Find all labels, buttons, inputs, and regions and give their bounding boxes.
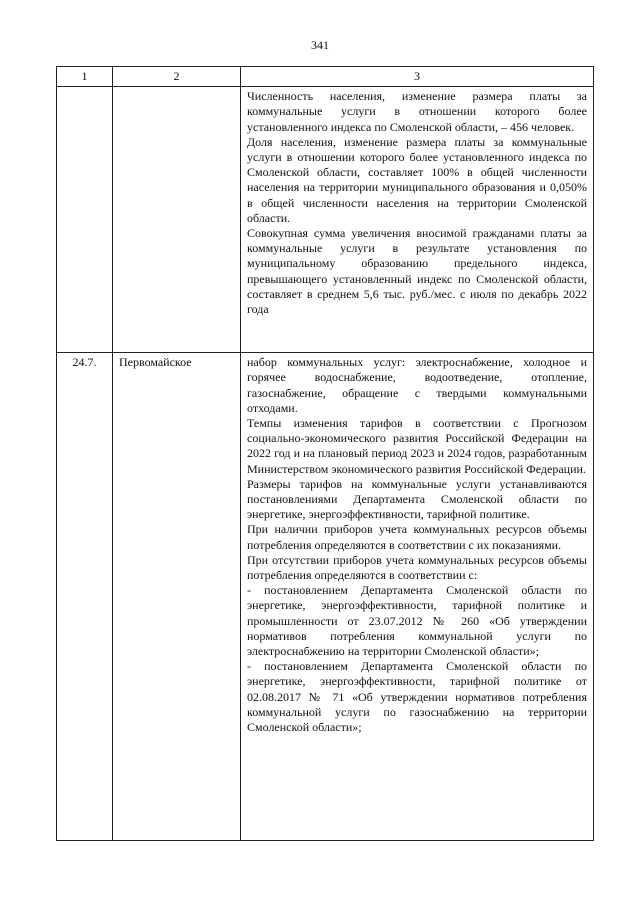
column-header-3: 3: [241, 67, 594, 87]
paragraph: При наличии приборов учета коммунальных ресурсов объемы потребления определяются в соответствии с их показаниями.: [247, 522, 587, 552]
paragraph: Доля населения, изменение размера платы за коммунальные услуги в отношении которого более установленного индекса по Смоленской области, составляет 100% в общей численности населения на территории муниципального образования и 0,050% в общей численности населения на территории Смоленской области.: [247, 134, 587, 225]
description-cell: [241, 353, 594, 841]
paragraph: Совокупная сумма увеличения вносимой гражданами платы за коммунальные услуги в результате установления по муниципальному образованию предельного индекса, превышающего установленный индекс по Смоленской области, составляет в среднем 5,6 тыс. руб./мес. с июля по декабрь 2022 года: [247, 226, 587, 317]
page-number: 341: [311, 38, 329, 52]
table-row: [57, 87, 594, 353]
row-number-cell: [57, 87, 113, 353]
paragraph: При отсутствии приборов учета коммунальных ресурсов объемы потребления определяются в соответствии с:: [247, 552, 587, 583]
paragraph: Размеры тарифов на коммунальные услуги устанавливаются постановлениями Департамента Смоленской области по энергетике, энергоэффективности, тарифной политике.: [247, 476, 587, 522]
column-header-2: 2: [113, 67, 241, 87]
column-header-1: 1: [57, 67, 113, 87]
description-cell: [241, 87, 594, 353]
document-table: [56, 66, 594, 841]
paragraph: набор коммунальных услуг: электроснабжение, холодное и горячее водоснабжение, водоотведение, отопление, газоснабжение, обращение с твердыми коммунальными отходами.: [247, 355, 587, 415]
municipality-name-cell: Первомайское: [113, 353, 241, 841]
row-number-cell: 24.7.: [57, 353, 113, 841]
paragraph: - постановлением Департамента Смоленской области по энергетике, энергоэффективности, тарифной политике и промышленности от 23.07.2012 № 260 «Об утверждении нормативов потребления коммунальной услуги по электроснабжению на территории Смоленской области»;: [247, 583, 587, 659]
paragraph: - постановлением Департамента Смоленской области по энергетике, энергоэффективности, тарифной политике от 02.08.2017 № 71 «Об утверждении нормативов потребления коммунальной услуги по газоснабжению на территории Смоленской области»;: [247, 659, 587, 735]
table-header-row: [57, 67, 594, 87]
paragraph: Темпы изменения тарифов в соответствии с Прогнозом социально-экономического развития Российской Федерации на 2022 год и на плановый период 2023 и 2024 годов, разработанным Министерством экономического развития Российской Федерации.: [247, 416, 587, 476]
municipality-name-cell: [113, 87, 241, 353]
table-row: [57, 353, 594, 841]
paragraph: Численность населения, изменение размера платы за коммунальные услуги в отношении которого более установленного индекса по Смоленской области, – 456 человек.: [247, 89, 587, 134]
